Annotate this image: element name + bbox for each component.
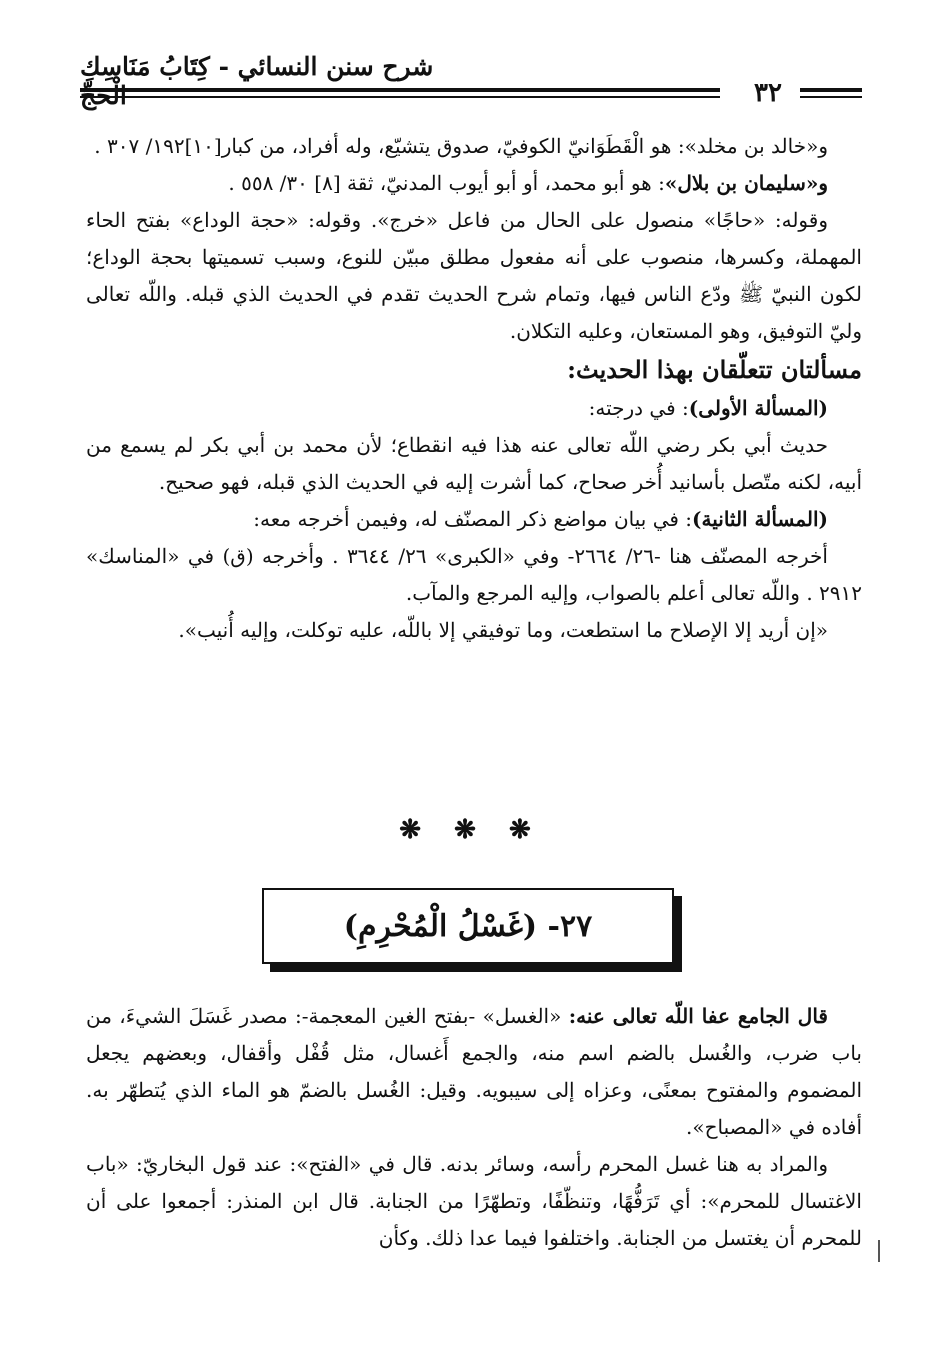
header-rule-right: [800, 88, 862, 98]
narrator-description: : هو أبو محمد، أو أبو أيوب المدنيّ، ثقة [٨] ٣٠/ ٥٥٨ .: [228, 171, 665, 195]
issue-one-title: [86, 390, 862, 427]
compiler-paragraph: [86, 998, 862, 1146]
narrator-sulayman-paragraph: [86, 165, 862, 202]
chapter-title: ٢٧- (غَسْلُ الْمُحْرِمِ): [343, 908, 593, 944]
narrator-name: و«سليمان بن بلال»: [664, 171, 828, 195]
closing-supplication: «إن أريد إلا الإصلاح ما استطعت، وما توفيقي إلا باللّه، عليه توكلت، وإليه أُنيب».: [178, 618, 828, 642]
meaning-paragraph: والمراد به هنا غسل المحرم رأسه، وسائر بدنه. قال في «الفتح»: عند قول البخاريّ: «باب الاغتسال للمحرم»: أي تَرَفُّهًا، وتنظّفًا، وتطهّرًا من الجنابة. قال ابن المنذر: أجمعوا على أن للمحرم أن يغتسل من الجنابة. واختلفوا فيما عدا ذلك. وكأن: [86, 1152, 862, 1250]
compiler-text: «الغسل» -بفتح الغين المعجمة-: مصدر غَسَلَ الشيءَ، من باب ضرب، والغُسل بالضم اسم منه، والجمع أَغسال، مثل قُفْل وأقفال، وبعضهم يجعل المضموم والمفتوح بمعنًى، وعزاه إلى سيبويه. وقيل: الغُسل بالضمّ هو الماء الذي يُتطهّر به. أفاده في «المصباح».: [86, 1004, 862, 1139]
top-text-block: [86, 128, 862, 649]
running-header-title: شرح سنن النسائي - كِتَابُ مَنَاسِكِ: [80, 52, 434, 81]
issue-two-subtitle: : في بيان مواضع ذكر المصنّف له، وفيمن أخرجه معه:: [253, 507, 693, 531]
margin-mark: [878, 1240, 880, 1262]
narrator-khalid-paragraph: و«خالد بن مخلد»: هو الْقَطَوَانيّ الكوفيّ، صدوق يتشيّع، وله أفراد، من كبار[١٠]١٩٢/ ٣٠٧ .: [94, 134, 828, 158]
bottom-text-block: [86, 998, 862, 1257]
issue-two-body: أخرجه المصنّف هنا -٢٦/ ٢٦٦٤- وفي «الكبرى» ٢٦/ ٣٦٤٤ . وأخرجه (ق) في «المناسك» ٢٩١٢ . واللّه تعالى أعلم بالصواب، وإليه المرجع والمآب.: [86, 544, 862, 605]
compiler-label: قال الجامع عفا اللّه تعالى عنه:: [568, 1004, 828, 1028]
issue-two-label: (المسألة الثانية): [692, 507, 828, 531]
page-number: ٣٢: [754, 78, 782, 108]
chapter-title-box: [262, 888, 674, 964]
issue-one-label: (المسألة الأولى): [688, 396, 828, 420]
section-separator-stars: ❋ ❋ ❋: [399, 815, 543, 845]
issue-one-body: حديث أبي بكر رضي اللّه تعالى عنه هذا فيه انقطاع؛ لأن محمد بن أبي بكر لم يسمع من أبيه، لكنه متّصل بأسانيد أُخر صحاح، كما أشرت إليه في الحديث الذي قبله، فهو صحيح.: [86, 433, 862, 494]
issue-one-subtitle: : في درجته:: [588, 396, 689, 420]
issue-two-title: [86, 501, 862, 538]
explanation-paragraph: وقوله: «حاجًا» منصول على الحال من فاعل «خرج». وقوله: «حجة الوداع» بفتح الحاء المهملة، وكسرها، منصوب على أنه مفعول مطلق مبيّن للنوع، وسبب تسميتها بحجة الوداع؛ لكون النبيّ ﷺ ودّع الناس فيها، وتمام شرح الحديث تقدم في الحديث الذي قبله. واللّه تعالى وليّ التوفيق، وهو المستعان، وعليه التكلان.: [86, 208, 862, 343]
issues-heading: مسألتان تتعلّقان بهذا الحديث:: [567, 355, 862, 384]
header-rule-left: [80, 88, 720, 98]
